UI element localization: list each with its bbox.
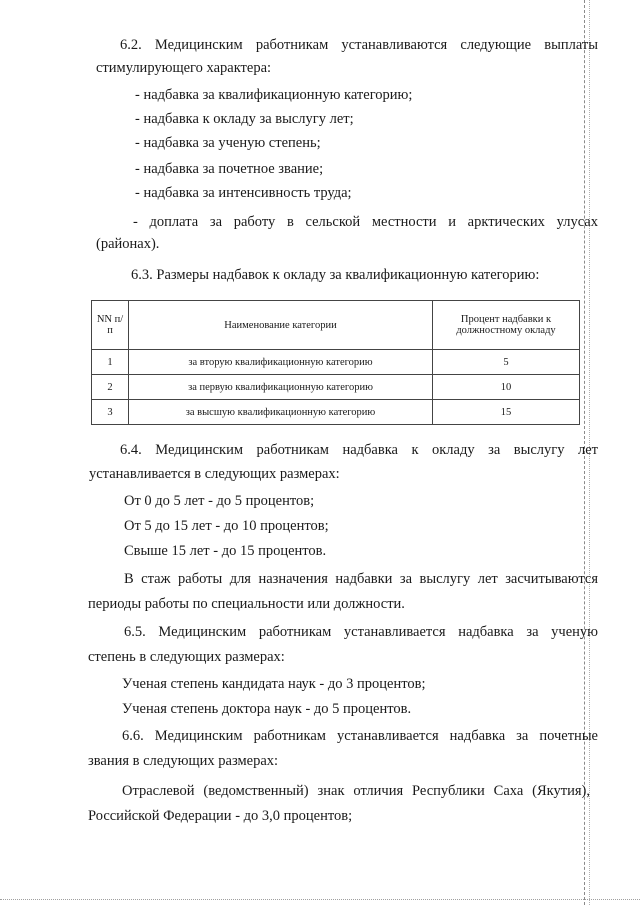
table-row (92, 375, 580, 400)
row-percent: 5 (433, 350, 580, 375)
table-row (92, 350, 580, 375)
para-6-5-line-1: 6.5. Медицинским работникам устанавливается надбавка за ученую (124, 624, 598, 640)
degree-item-1: Ученая степень кандидата наук - до 3 процентов; (122, 676, 426, 692)
para-6-4-note-line-1: В стаж работы для назначения надбавки за выслугу лет засчитываются (124, 571, 598, 587)
bullet-rural-line-1: - доплата за работу в сельской местности и арктических улусах (133, 214, 598, 230)
para-6-4-line-2: устанавливается в следующих размерах: (89, 466, 340, 482)
row-percent: 15 (433, 400, 580, 425)
para-6-2-line-2: стимулирующего характера: (96, 60, 272, 76)
para-6-5-line-2: степень в следующих размерах: (88, 649, 285, 665)
bullet-honorary: - надбавка за почетное звание; (135, 161, 324, 177)
bullet-intensity: - надбавка за интенсивность труда; (135, 185, 352, 201)
table-header-row (92, 301, 580, 350)
para-6-4-note-line-2: периоды работы по специальности или должности. (88, 596, 405, 612)
category-table (91, 300, 580, 425)
table-row (92, 400, 580, 425)
row-percent: 10 (433, 375, 580, 400)
row-name: за высшую квалификационную категорию (129, 400, 433, 425)
header-name: Наименование категории (129, 301, 433, 350)
header-percent: Процент надбавки к должностному окладу (433, 301, 580, 350)
bullet-degree: - надбавка за ученую степень; (135, 135, 321, 151)
bullet-qualification: - надбавка за квалификационную категорию; (135, 87, 413, 103)
para-6-6-line-1: 6.6. Медицинским работникам устанавливается надбавка за почетные (122, 728, 598, 744)
row-num: 2 (92, 375, 129, 400)
para-6-6-line-2: звания в следующих размерах: (88, 753, 279, 769)
row-num: 1 (92, 350, 129, 375)
row-name: за вторую квалификационную категорию (129, 350, 433, 375)
bullet-seniority: - надбавка к окладу за выслугу лет; (135, 111, 354, 127)
seniority-item-3: Свыше 15 лет - до 15 процентов. (124, 543, 327, 559)
para-6-4-line-1: 6.4. Медицинским работникам надбавка к окладу за выслугу лет (120, 442, 598, 458)
para-6-3: 6.3. Размеры надбавок к окладу за квалификационную категорию: (131, 267, 540, 283)
honorary-item-1-line-1: Отраслевой (ведомственный) знак отличия Республики Саха (Якутия), (122, 783, 590, 799)
header-num: NN п/п (92, 301, 129, 350)
bullet-rural-line-2: (районах). (96, 236, 160, 252)
seniority-item-2: От 5 до 15 лет - до 10 процентов; (124, 518, 329, 534)
degree-item-2: Ученая степень доктора наук - до 5 процентов. (122, 701, 412, 717)
para-6-2-line-1: 6.2. Медицинским работникам устанавливаются следующие выплаты (120, 37, 598, 53)
row-name: за первую квалификационную категорию (129, 375, 433, 400)
scan-bottom-edge (0, 899, 640, 900)
honorary-item-1-line-2: Российской Федерации - до 3,0 процентов; (88, 808, 353, 824)
seniority-item-1: От 0 до 5 лет - до 5 процентов; (124, 493, 315, 509)
row-num: 3 (92, 400, 129, 425)
